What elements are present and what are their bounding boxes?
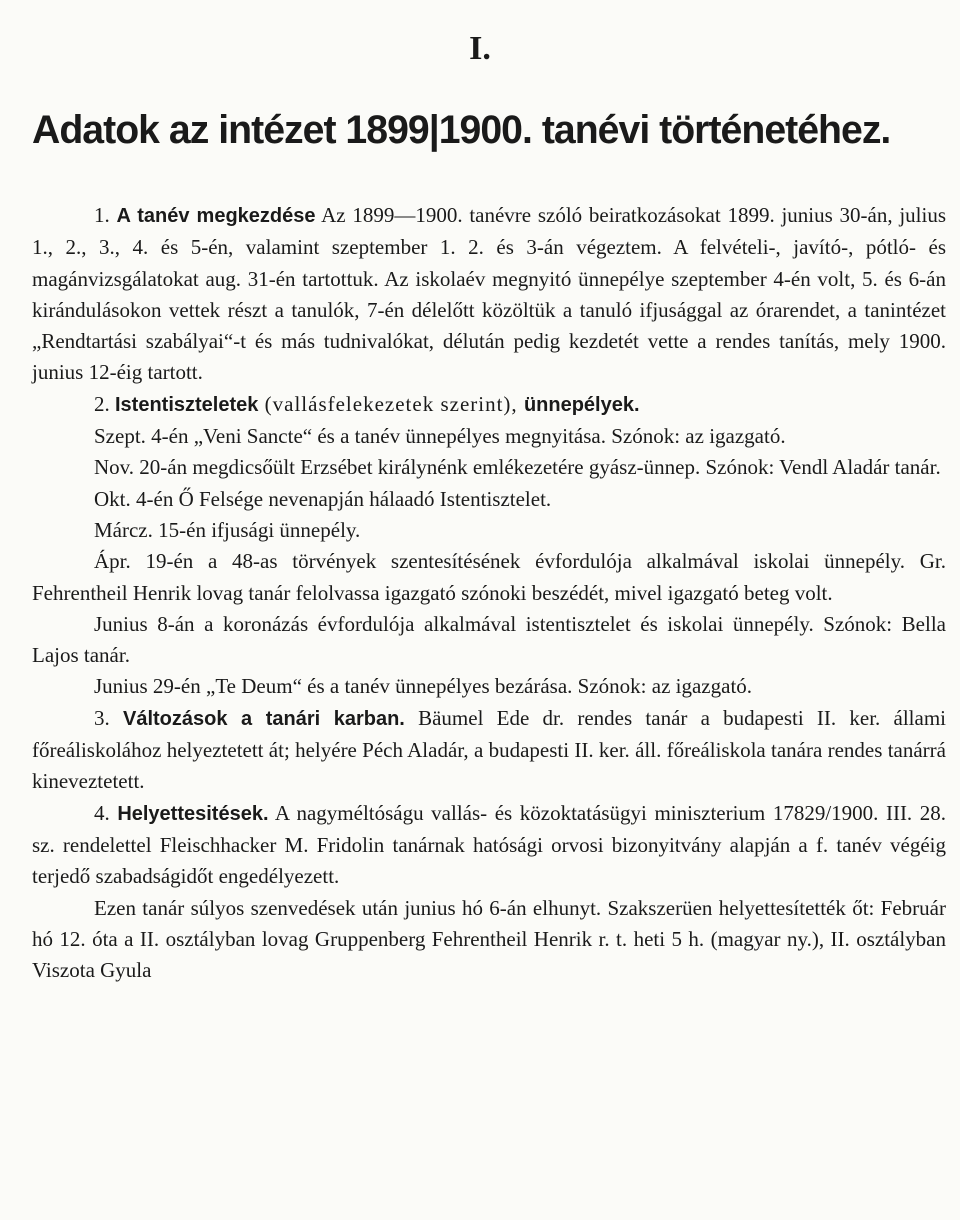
section-4-heading: Helyettesitések.	[117, 802, 269, 825]
section-2-paragraph: Junius 8-án a koronázás évfordulója alkalmával istentisztelet és iskolai ünnepély. Szónok: Bella Lajos tanár.	[32, 611, 946, 668]
section-2	[32, 389, 946, 421]
section-3-number: 3.	[94, 705, 123, 730]
section-2-heading: Istentiszteletek	[115, 393, 259, 416]
section-4-number: 4.	[94, 800, 118, 825]
section-1-text: Az 1899—1900. tanévre szóló beiratkozásokat 1899. junius 30-án, julius 1., 2., 3., 4. és 5-én, valamint szeptember 1. 2. és 3-án végeztem. A felvételi-, javító-, pótló- és magánvizsgálatokat aug. 31-én tartottuk. Az iskolaév megnyitó ünnepélye szeptember 4-én volt, 5. és 6-án kirándulásokon vettek részt a tanulók, 7-én délelőtt közöltük a tanuló ifjusággal az órarendet, a tanintézet „Rendtartási szabályai“-t és más tudnivalókat, délután pedig kezdetét vette a rendes tanítás, mely 1900. junius 12-éig tartott.	[32, 203, 947, 385]
section-3	[32, 703, 946, 798]
section-3-heading: Változások a tanári karban.	[123, 707, 405, 730]
section-2-paragraph: Junius 29-én „Te Deum“ és a tanév ünnepélyes bezárása. Szónok: az igazgató.	[94, 674, 753, 699]
section-1-heading: A tanév megkezdése	[116, 205, 316, 227]
section-2-paragraph: Szept. 4-én „Veni Sancte“ és a tanév ünnepélyes megnyitása. Szónok: az igazgató.	[94, 424, 786, 449]
section-2-paragraph: Okt. 4-én Ő Felsége nevenapján hálaadó Istentisztelet.	[94, 486, 552, 511]
section-2-number: 2.	[94, 391, 115, 416]
section-2-subtitle: (vallásfelekezetek szerint),	[258, 391, 524, 416]
chapter-numeral: I.	[469, 30, 491, 67]
section-2-paragraph: Nov. 20-án megdicsőült Erzsébet királynénk emlékezetére gyász-ünnep. Szónok: Vendl Aladár tanár.	[94, 455, 941, 480]
section-2-heading-2: ünnepélyek.	[523, 393, 640, 416]
section-1-number: 1.	[94, 203, 117, 227]
section-2-paragraph: Ápr. 19-én a 48-as törvények szentesítésének évfordulója alkalmával iskolai ünnepély. Gr. Fehrentheil Henrik lovag tanár felolvassa igazgató szónoki beszédét, mivel igazgató beteg volt.	[32, 549, 946, 605]
section-1	[32, 200, 946, 389]
section-3-text: Bäumel Ede dr. rendes tanár a budapesti II. ker. állami főreáliskolához helyeztetett át; helyére Péch Aladár, a budapesti II. ker. áll. főreáliskola tanára rendes tanárrá kineveztetett.	[32, 705, 946, 794]
section-4-text: A nagyméltóságu vallás- és közoktatásügyi miniszterium 17829/1900. III. 28. sz. rendelettel Fleischhacker M. Fridolin tanárnak hatósági orvosi bizonyitvány alapján a f. tanév végéig terjedő szabadságidőt engedélyezett.	[32, 800, 946, 889]
section-2-paragraph: Márcz. 15-én ifjusági ünnepély.	[94, 517, 361, 542]
section-4	[32, 798, 946, 893]
page-title: Adatok az intézet 1899|1900. tanévi történetéhez.	[32, 108, 891, 152]
section-4-paragraph: Ezen tanár súlyos szenvedések után junius hó 6-án elhunyt. Szakszerüen helyettesítették őt: Február hó 12. óta a II. osztályban lovag Gruppenberg Fehrentheil Henrik r. t. heti 5 h. (magyar ny.), II. osztályban Viszota Gyula	[32, 895, 946, 983]
document-body	[32, 200, 946, 986]
